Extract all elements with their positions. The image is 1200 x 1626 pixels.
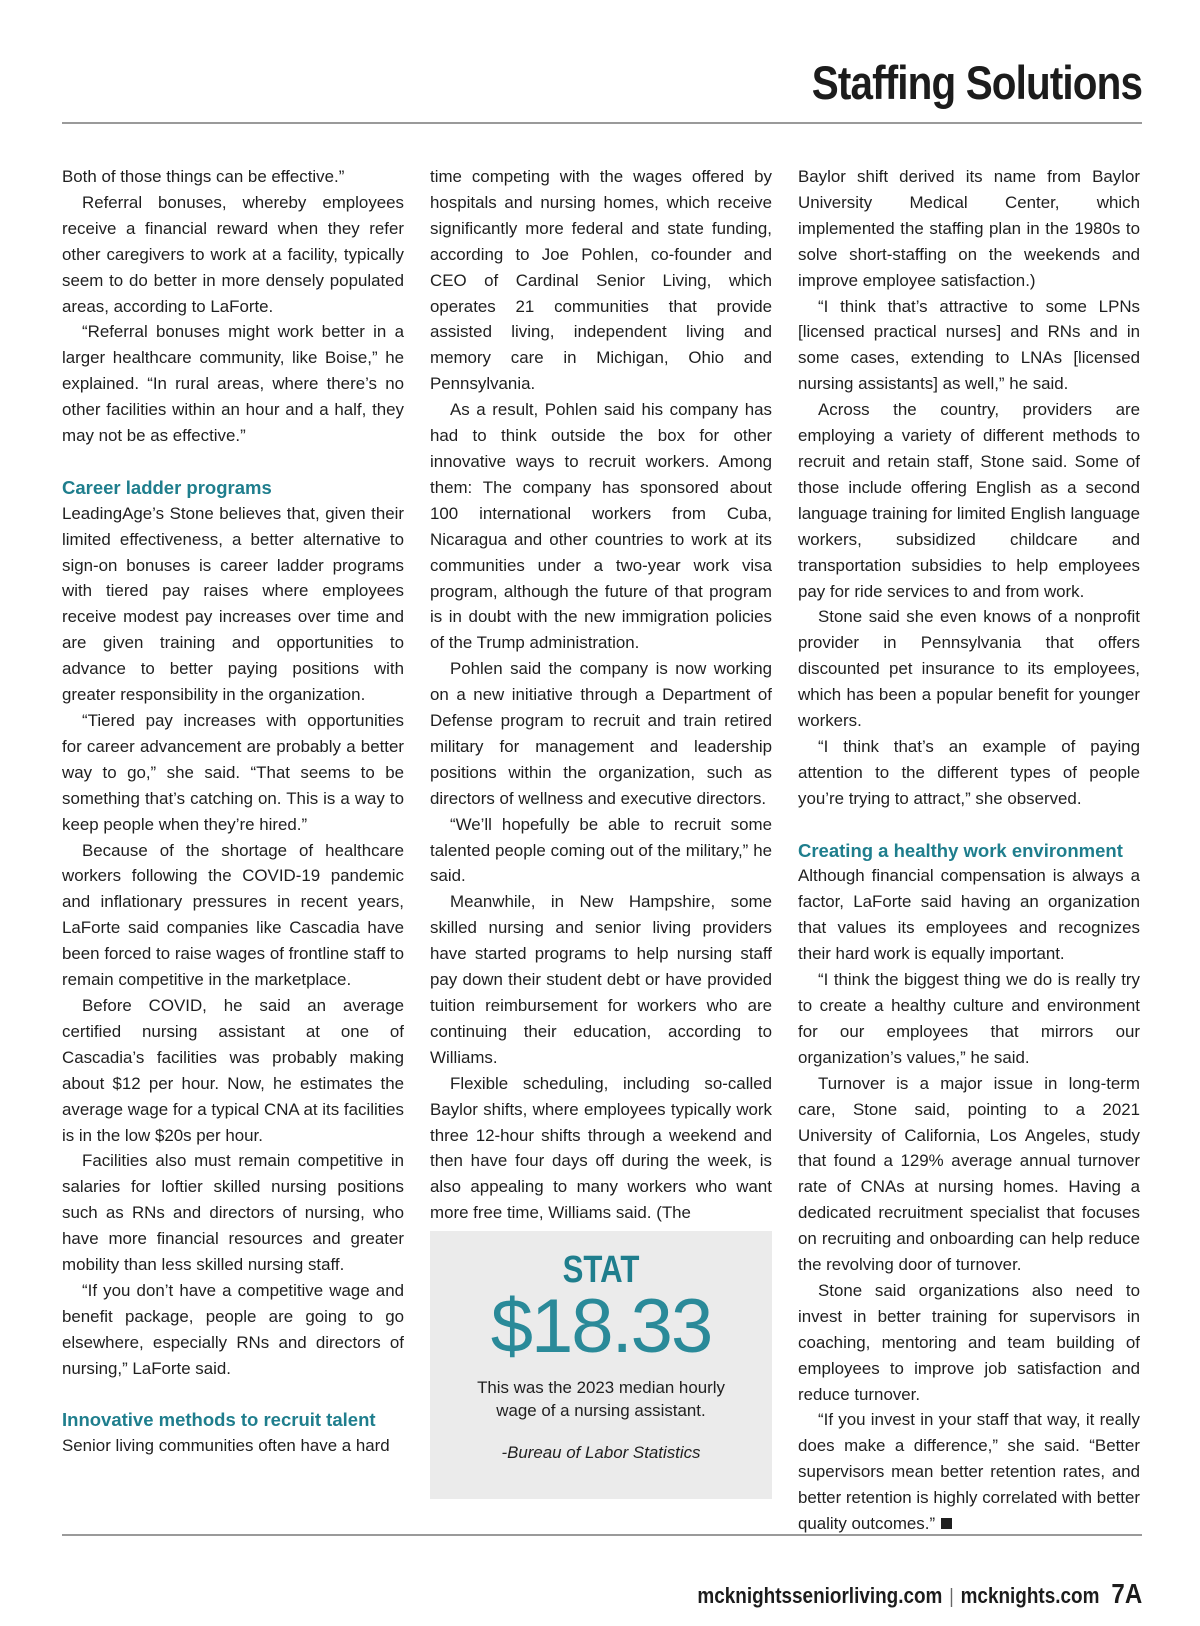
paragraph-text: “If you invest in your staff that way, it really does make a difference,” she said. “Better supervisors mean better retention rates, and better retention is highly correlated with better quality outcomes.” [798,1410,1140,1534]
paragraph-final [798,1407,1140,1537]
paragraph: time competing with the wages offered by hospitals and nursing homes, which receive significantly more federal and state funding, according to Joe Pohlen, co-founder and CEO of Cardinal Senior Living, which operates 21 communities that provide assisted living, independent living and memory care in Michigan, Ohio and Pennsylvania. [430,167,772,394]
footer-divider [62,1534,1142,1536]
article-column-1 [62,164,404,1459]
stat-description: This was the 2023 median hourly wage of a nursing assistant. [477,1378,725,1420]
paragraph: Senior living communities often have a hard [62,1436,390,1456]
paragraph: Before COVID, he said an average certified nursing assistant at one of Cascadia’s facilities was probably making about $12 per hour. Now, he estimates the average wage for a typical CNA at its facilities is in the low $20s per hour. [62,995,404,1145]
paragraph: Pohlen said the company is now working on a new initiative through a Department of Defense program to recruit and train retired military for management and leadership positions within the organization, such as directors of wellness and executive directors. [430,659,772,808]
section-title: Staffing Solutions [811,56,1142,109]
article-column-3 [798,164,1140,1537]
stat-source: -Bureau of Labor Statistics [501,1443,701,1462]
paragraph: “We’ll hopefully be able to recruit some talented people coming out of the military,” he said. [430,814,772,886]
paragraph: Both of those things can be effective.” [62,167,345,186]
article-column-2 [430,164,772,1226]
paragraph: Flexible scheduling, including so-called Baylor shifts, where employees typically work three 12-hour shifts through a weekend and then have four days off during the week, is also appealing to many workers who want more free time, Williams said. (The [430,1073,772,1223]
stat-callout-box [430,1231,772,1499]
paragraph: As a result, Pohlen said his company has had to think outside the box for other innovative ways to recruit workers. Among them: The company has sponsored about 100 international workers from Cuba, Nicaragua and other countries to work at its communities under a two-year work visa program, although the future of that program is in doubt with the new immigration policies of the Trump administration. [430,400,772,653]
paragraph: “If you don’t have a competitive wage and benefit package, people are going to go elsewhere, especially RNs and directors of nursing,” LaForte said. [62,1280,404,1378]
footer-separator: | [949,1586,954,1608]
paragraph: “I think the biggest thing we do is really try to create a healthy culture and environment for our employees that mirrors our organization’s values,” he said. [798,970,1140,1067]
paragraph: “I think that’s attractive to some LPNs [licensed practical nurses] and RNs and in some cases, extending to LNAs [licensed nursing assistants] as well,” he said. [798,296,1140,394]
paragraph: “Referral bonuses might work better in a larger healthcare community, like Boise,” he explained. “In rural areas, where there’s no other facilities within an hour and a half, they may not be as effective.” [62,322,404,446]
footer [697,1578,1142,1610]
paragraph: LeadingAge’s Stone believes that, given their limited effectiveness, a better alternative to sign-on bonuses is career ladder programs with tiered pay raises where employees receive modest pay increases over time and are given training and opportunities to advance to better paying positions with greater responsibility in the organization. [62,503,404,705]
footer-site-mcknights: mcknights.com [960,1583,1100,1608]
stat-value: $18.33 [490,1284,712,1369]
paragraph: Stone said organizations also need to invest in better training for supervisors in coaching, mentoring and team building of employees to improve job satisfaction and reduce turnover. [798,1280,1140,1404]
paragraph: Although financial compensation is always a factor, LaForte said having an organization that values its employees and recognizes their hard work is equally important. [798,866,1140,964]
paragraph: Baylor shift derived its name from Baylor University Medical Center, which implemented the staffing plan in the 1980s to solve short-staffing on the weekends and improve employee satisfaction.) [798,167,1140,290]
page-number: 7A [1111,1578,1142,1609]
footer-site-senior-living: mcknightsseniorliving.com [697,1583,943,1608]
subheading-innovative-methods: Innovative methods to recruit talent [62,1409,376,1431]
paragraph: Turnover is a major issue in long-term care, Stone said, pointing to a 2021 University of California, Los Angeles, study that found a 129% average annual turnover rate of CNAs at nursing homes. Having a dedicated recruitment specialist that focuses on recruiting and onboarding can help reduce the revolving door of turnover. [798,1073,1140,1275]
paragraph: Referral bonuses, whereby employees receive a financial reward when they refer other caregivers to work at a facility, typically seem to do better in more densely populated areas, according to LaForte. [62,192,404,316]
stat-label: STAT [562,1249,640,1291]
paragraph: “I think that’s an example of paying attention to the different types of people you’re trying to attract,” she observed. [798,736,1140,808]
paragraph: Meanwhile, in New Hampshire, some skilled nursing and senior living providers have started programs to help nursing staff pay down their student debt or have provided tuition reimbursement for workers who are continuing their education, according to Williams. [430,892,772,1067]
paragraph: Across the country, providers are employing a variety of different methods to recruit and retain staff, Stone said. Some of those include offering English as a second language training for limited English language workers, subsidized childcare and transportation subsidies to help employees pay for ride services to and from work. [798,400,1140,601]
paragraph: Facilities also must remain competitive in salaries for loftier skilled nursing positions such as RNs and directors of nursing, who have more financial resources and greater mobility than less skilled nursing staff. [62,1151,404,1275]
paragraph: Because of the shortage of healthcare workers following the COVID-19 pandemic and inflationary pressures in recent years, LaForte said companies like Cascadia have been forced to raise wages of frontline staff to remain competitive in the marketplace. [62,840,404,990]
end-mark-icon [941,1518,952,1529]
header-divider [62,122,1142,124]
subheading-career-ladder: Career ladder programs [62,476,272,498]
subheading-healthy-work-environment: Creating a healthy work environment [798,839,1123,861]
paragraph: Stone said she even knows of a nonprofit provider in Pennsylvania that offers discounted pet insurance to its employees, which has been a popular benefit for younger workers. [798,607,1140,731]
paragraph: “Tiered pay increases with opportunities for career advancement are probably a better way to go,” she said. “That seems to be something that’s catching on. This is a way to keep people when they’re hired.” [62,711,404,834]
